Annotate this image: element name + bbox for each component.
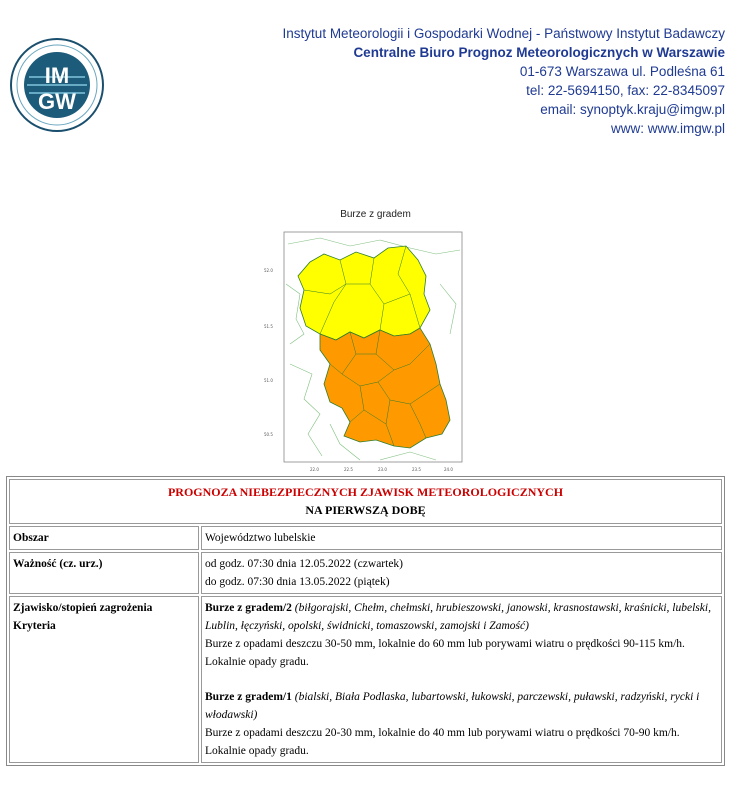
level2-block xyxy=(205,599,718,635)
svg-text:IM: IM xyxy=(44,63,70,88)
phenomenon-label: Zjawisko/stopień zagrożenia xyxy=(13,602,153,614)
validity-label: Ważność (cz. urz.) xyxy=(9,552,199,594)
level2-counties: (biłgorajski, Chełm, chełmski, hrubieszowski, janowski, krasnostawski, kraśnicki, lubelski, Lublin, łęczyński, opolski, świdnicki, tomaszowski, zamojski i Zamość) xyxy=(205,602,711,632)
svg-text:23.0: 23.0 xyxy=(378,467,387,472)
validity-from: od godz. 07:30 dnia 12.05.2022 (czwartek) xyxy=(205,558,404,570)
level1-block xyxy=(205,688,718,724)
map-title: Burze z gradem xyxy=(340,209,411,220)
table-row xyxy=(9,596,722,763)
forecast-title: PROGNOZA NIEBEZPIECZNYCH ZJAWISK METEOROLOGICZNYCH xyxy=(167,485,564,499)
svg-text:52.0: 52.0 xyxy=(264,268,273,273)
table-row xyxy=(9,526,722,550)
organization-header xyxy=(283,24,725,138)
svg-text:51.0: 51.0 xyxy=(264,378,273,383)
phenomenon-criteria-label xyxy=(9,596,199,763)
header-line-address: 01-673 Warszawa ul. Podleśna 61 xyxy=(519,64,725,79)
header-line-bureau: Centralne Biuro Prognoz Meteorologicznych w Warszawie xyxy=(353,45,725,60)
level2-title: Burze z gradem/2 xyxy=(205,602,292,614)
header-line-email[interactable]: email: synoptyk.kraju@imgw.pl xyxy=(540,102,725,117)
table-header xyxy=(9,479,722,524)
validity-to: do godz. 07:30 dnia 13.05.2022 (piątek) xyxy=(205,576,390,588)
area-value: Województwo lubelskie xyxy=(201,526,722,550)
validity-value xyxy=(201,552,722,594)
level2-description: Burze z opadami deszczu 30-50 mm, lokalnie do 60 mm lub porywami wiatru o prędkości 90-115 km/h. Lokalnie opady gradu. xyxy=(205,638,685,668)
level1-title: Burze z gradem/1 xyxy=(205,691,292,703)
criteria-label: Kryteria xyxy=(13,620,56,632)
svg-text:51.5: 51.5 xyxy=(264,324,273,329)
forecast-subtitle: NA PIERWSZĄ DOBĘ xyxy=(305,503,426,517)
svg-text:23.5: 23.5 xyxy=(412,467,421,472)
level1-description: Burze z opadami deszczu 20-30 mm, lokalnie do 40 mm lub porywami wiatru o prędkości 70-90 km/h. Lokalnie opady gradu. xyxy=(205,727,680,757)
svg-text:22.0: 22.0 xyxy=(310,467,319,472)
area-label: Obszar xyxy=(9,526,199,550)
warning-table xyxy=(6,476,725,766)
svg-text:24.0: 24.0 xyxy=(444,467,453,472)
svg-text:22.5: 22.5 xyxy=(344,467,353,472)
svg-text:GW: GW xyxy=(38,89,76,114)
svg-text:50.5: 50.5 xyxy=(264,432,273,437)
warning-level1-area xyxy=(298,246,430,340)
warning-map xyxy=(260,224,470,474)
table-row xyxy=(9,552,722,594)
level1-counties: (bialski, Biała Podlaska, lubartowski, łukowski, parczewski, puławski, radzyński, rycki i włodawski) xyxy=(205,691,700,721)
phenomenon-details xyxy=(201,596,722,763)
header-line-phone: tel: 22-5694150, fax: 22-8345097 xyxy=(526,83,725,98)
imgw-logo xyxy=(9,37,105,133)
header-line-institute: Instytut Meteorologii i Gospodarki Wodnej - Państwowy Instytut Badawczy xyxy=(282,26,725,41)
header-line-www[interactable]: www: www.imgw.pl xyxy=(610,121,725,136)
